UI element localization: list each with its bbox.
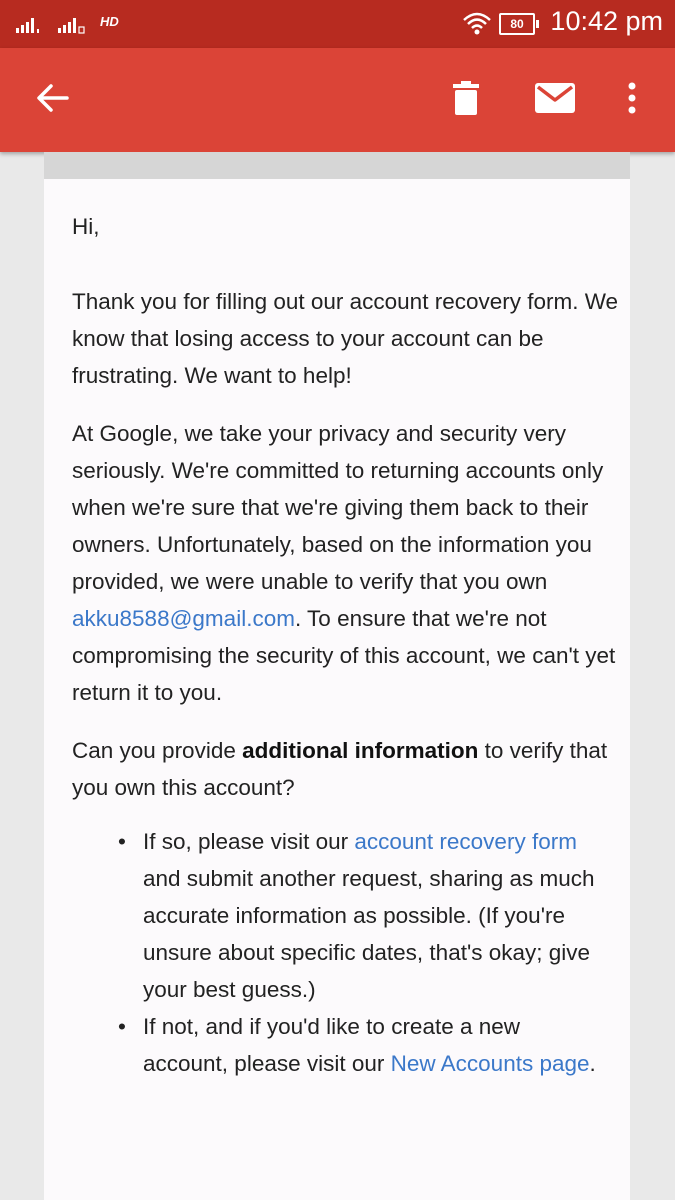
trash-icon xyxy=(452,81,480,120)
more-vert-icon xyxy=(627,82,637,119)
network-type-label: HD xyxy=(100,14,119,29)
signal-sim2-icon xyxy=(58,14,94,34)
paragraph-thanks: Thank you for filling out our account recovery form. We know that losing access to your account can be frustrating. We want to help! xyxy=(72,289,619,388)
list-item-text: If not, and if you'd like to create a new account, please visit our xyxy=(143,1014,521,1076)
mark-unread-button[interactable] xyxy=(530,78,580,122)
greeting: Hi, xyxy=(72,214,100,239)
signal-sim1-icon xyxy=(16,14,52,34)
list-item-text: If so, please visit our xyxy=(143,829,355,854)
status-bar xyxy=(0,0,675,48)
paragraph-verification xyxy=(72,415,632,711)
mail-icon xyxy=(535,83,575,118)
arrow-back-icon xyxy=(35,83,69,118)
message-header-strip xyxy=(44,152,630,179)
paragraph-question xyxy=(72,732,632,806)
list-item xyxy=(72,1008,603,1082)
back-button[interactable] xyxy=(28,78,76,122)
paragraph-text: to verify that you own this account? xyxy=(72,738,608,800)
bold-text: additional information xyxy=(242,738,479,763)
app-bar xyxy=(0,48,675,152)
list-item-text: . xyxy=(589,1051,596,1076)
email-body xyxy=(72,208,632,1082)
status-time: 10:42 pm xyxy=(550,6,663,36)
list-item xyxy=(72,823,603,1008)
more-options-button[interactable] xyxy=(616,78,648,122)
paragraph-text: . To ensure that we're not compromising the security of this account, we can't yet return it to you. xyxy=(72,606,616,705)
list-item-text: and submit another request, sharing as much accurate information as possible. (If you're unsure about specific dates, that's okay; give your best guess.) xyxy=(143,866,595,1002)
email-address-link[interactable]: akku8588@gmail.com xyxy=(72,606,295,631)
delete-button[interactable] xyxy=(444,78,488,122)
options-list xyxy=(72,823,632,1082)
account-recovery-form-link[interactable]: account recovery form xyxy=(354,829,577,854)
paragraph-text: Can you provide xyxy=(72,738,243,763)
wifi-icon xyxy=(462,10,492,41)
battery-icon: 80 xyxy=(499,13,535,35)
new-accounts-page-link[interactable]: New Accounts page xyxy=(390,1051,590,1076)
paragraph-text: At Google, we take your privacy and security very seriously. We're committed to returning accounts only when we're sure that we're giving them back to their owners. Unfortunately, based on the information you provided, we were unable to verify that you own xyxy=(72,421,604,594)
